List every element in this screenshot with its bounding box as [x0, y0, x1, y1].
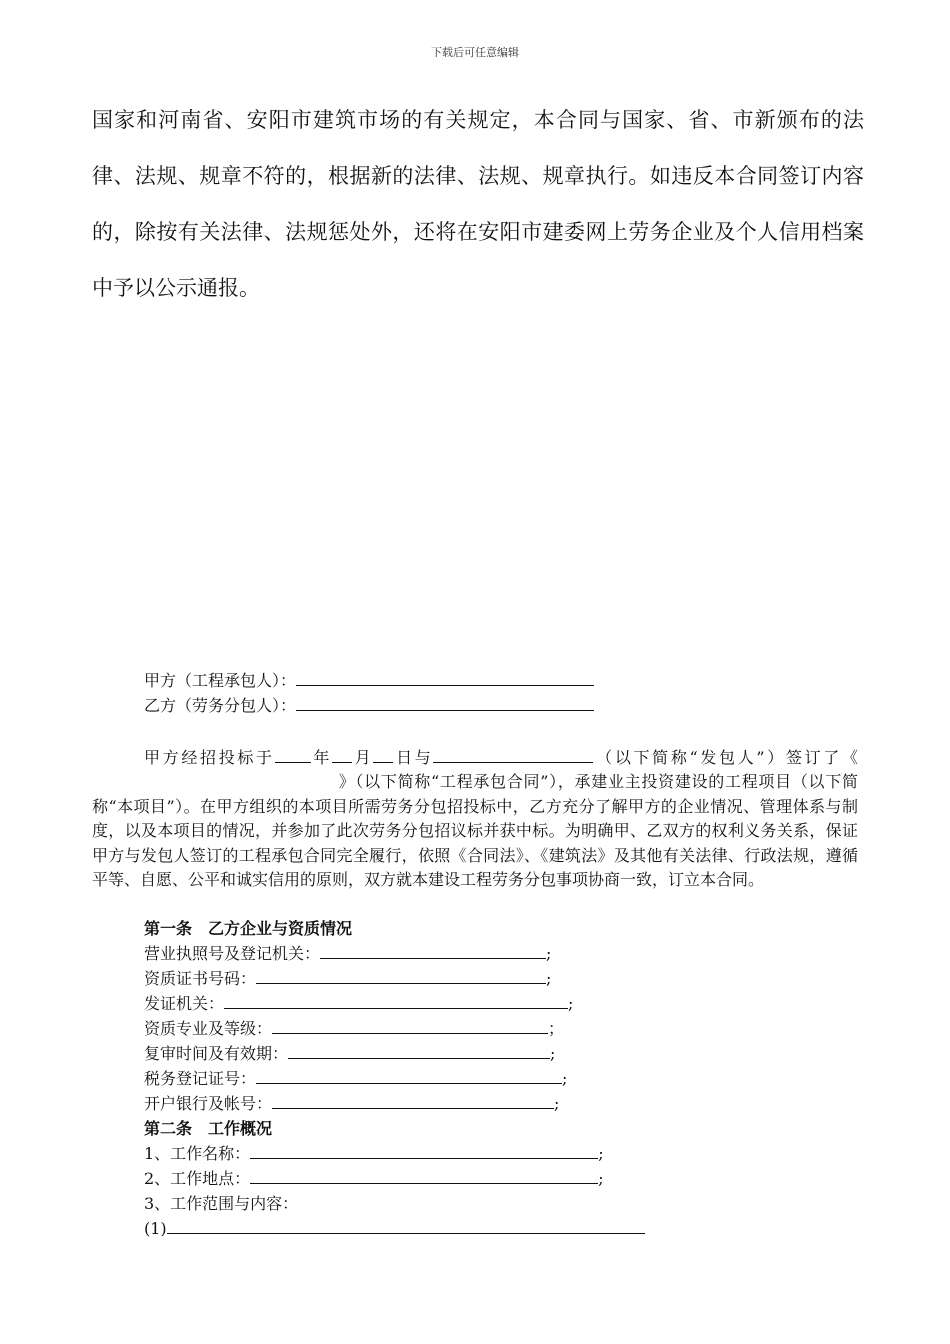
- field-bank-account: [144, 1093, 559, 1115]
- day-label: 日与: [393, 748, 434, 767]
- item-work-scope: [144, 1193, 298, 1215]
- field-end: ;: [546, 969, 552, 988]
- field-label: 开户银行及帐号：: [144, 1094, 273, 1113]
- preamble-text-3: 》（以下简称“工程承包合同”），承建业主投资建设的工程项目（以下简称“本项目”）。在甲方组织的本项目所需劳务分包招投标中，乙方充分了解甲方的企业情况、管理体系与制度，以及本项目的情况，并参加了此次劳务分包招议标并获中标。为明确甲、乙双方的权利义务关系，保证甲方与发包人签订的工程承包合同完全履行，依照《合同法》、《建筑法》及其他有关法律、行政法规，遵循平等、自愿、公平和诚实信用的原则，双方就本建设工程劳务分包事项协商一致，订立本合同。: [92, 772, 858, 890]
- party-b-label: 乙方（劳务分包人）：: [144, 696, 297, 715]
- field-label: 税务登记证号：: [144, 1069, 257, 1088]
- month-blank[interactable]: [332, 749, 352, 763]
- item-label: 2、工作地点：: [144, 1169, 251, 1188]
- page-header-note: 下载后可任意编辑: [431, 46, 519, 59]
- preamble-paragraph: [92, 746, 858, 892]
- month-label: 月: [352, 748, 374, 767]
- year-label: 年: [310, 748, 333, 767]
- party-b-blank[interactable]: [296, 696, 594, 711]
- field-issuing-authority: [144, 993, 573, 1015]
- year-blank[interactable]: [275, 749, 311, 763]
- item-label: (1): [144, 1219, 167, 1238]
- field-end: ;: [546, 944, 552, 963]
- item-blank[interactable]: [167, 1219, 645, 1234]
- field-end: ；: [548, 1019, 565, 1038]
- field-blank[interactable]: [320, 944, 546, 959]
- field-label: 营业执照号及登记机关：: [144, 944, 321, 963]
- field-blank[interactable]: [256, 1069, 562, 1084]
- field-blank[interactable]: [256, 969, 546, 984]
- field-blank[interactable]: [224, 994, 568, 1009]
- item-label: 1、工作名称：: [144, 1144, 251, 1163]
- field-end: ;: [554, 1094, 560, 1113]
- item-end: ;: [598, 1144, 604, 1163]
- field-end: ;: [562, 1069, 568, 1088]
- party-a-label: 甲方（工程承包人）：: [144, 671, 297, 690]
- item-blank[interactable]: [250, 1144, 598, 1159]
- field-qualification-grade: [144, 1018, 564, 1040]
- field-end: ;: [568, 994, 574, 1013]
- field-qualification-number: [144, 968, 551, 990]
- article1-title: 第一条 乙方企业与资质情况: [144, 919, 353, 938]
- field-label: 发证机关：: [144, 994, 225, 1013]
- item-work-name: [144, 1143, 604, 1165]
- field-label: 复审时间及有效期：: [144, 1044, 289, 1063]
- item-end: ;: [598, 1169, 604, 1188]
- party-a-line: [144, 670, 594, 692]
- field-end: ;: [550, 1044, 556, 1063]
- field-label: 资质专业及等级：: [144, 1019, 273, 1038]
- field-blank[interactable]: [272, 1094, 554, 1109]
- intro-paragraph: 国家和河南省、安阳市建筑市场的有关规定，本合同与国家、省、市新颁布的法律、法规、规章不符的，根据新的法律、法规、规章执行。如违反本合同签订内容的，除按有关法律、法规惩处外，还将在安阳市建委网上劳务企业及个人信用档案中予以公示通报。: [92, 108, 864, 300]
- item-label: 3、工作范围与内容：: [144, 1194, 299, 1213]
- preamble-text-1: 甲方经招投标于: [144, 748, 275, 767]
- employer-blank[interactable]: [433, 749, 593, 763]
- field-review-period: [144, 1043, 555, 1065]
- item-blank[interactable]: [250, 1169, 598, 1184]
- item-work-location: [144, 1168, 604, 1190]
- article2-title: 第二条 工作概况: [144, 1119, 273, 1138]
- field-business-license: [144, 943, 551, 965]
- preamble-text-2: （以下简称“发包人”）签订了《: [593, 748, 858, 767]
- field-blank[interactable]: [288, 1044, 550, 1059]
- day-blank[interactable]: [373, 749, 393, 763]
- field-tax-registration: [144, 1068, 567, 1090]
- field-blank[interactable]: [272, 1019, 548, 1034]
- item-scope-1: [144, 1218, 645, 1240]
- party-b-line: [144, 695, 594, 717]
- field-label: 资质证书号码：: [144, 969, 257, 988]
- party-a-blank[interactable]: [296, 671, 594, 686]
